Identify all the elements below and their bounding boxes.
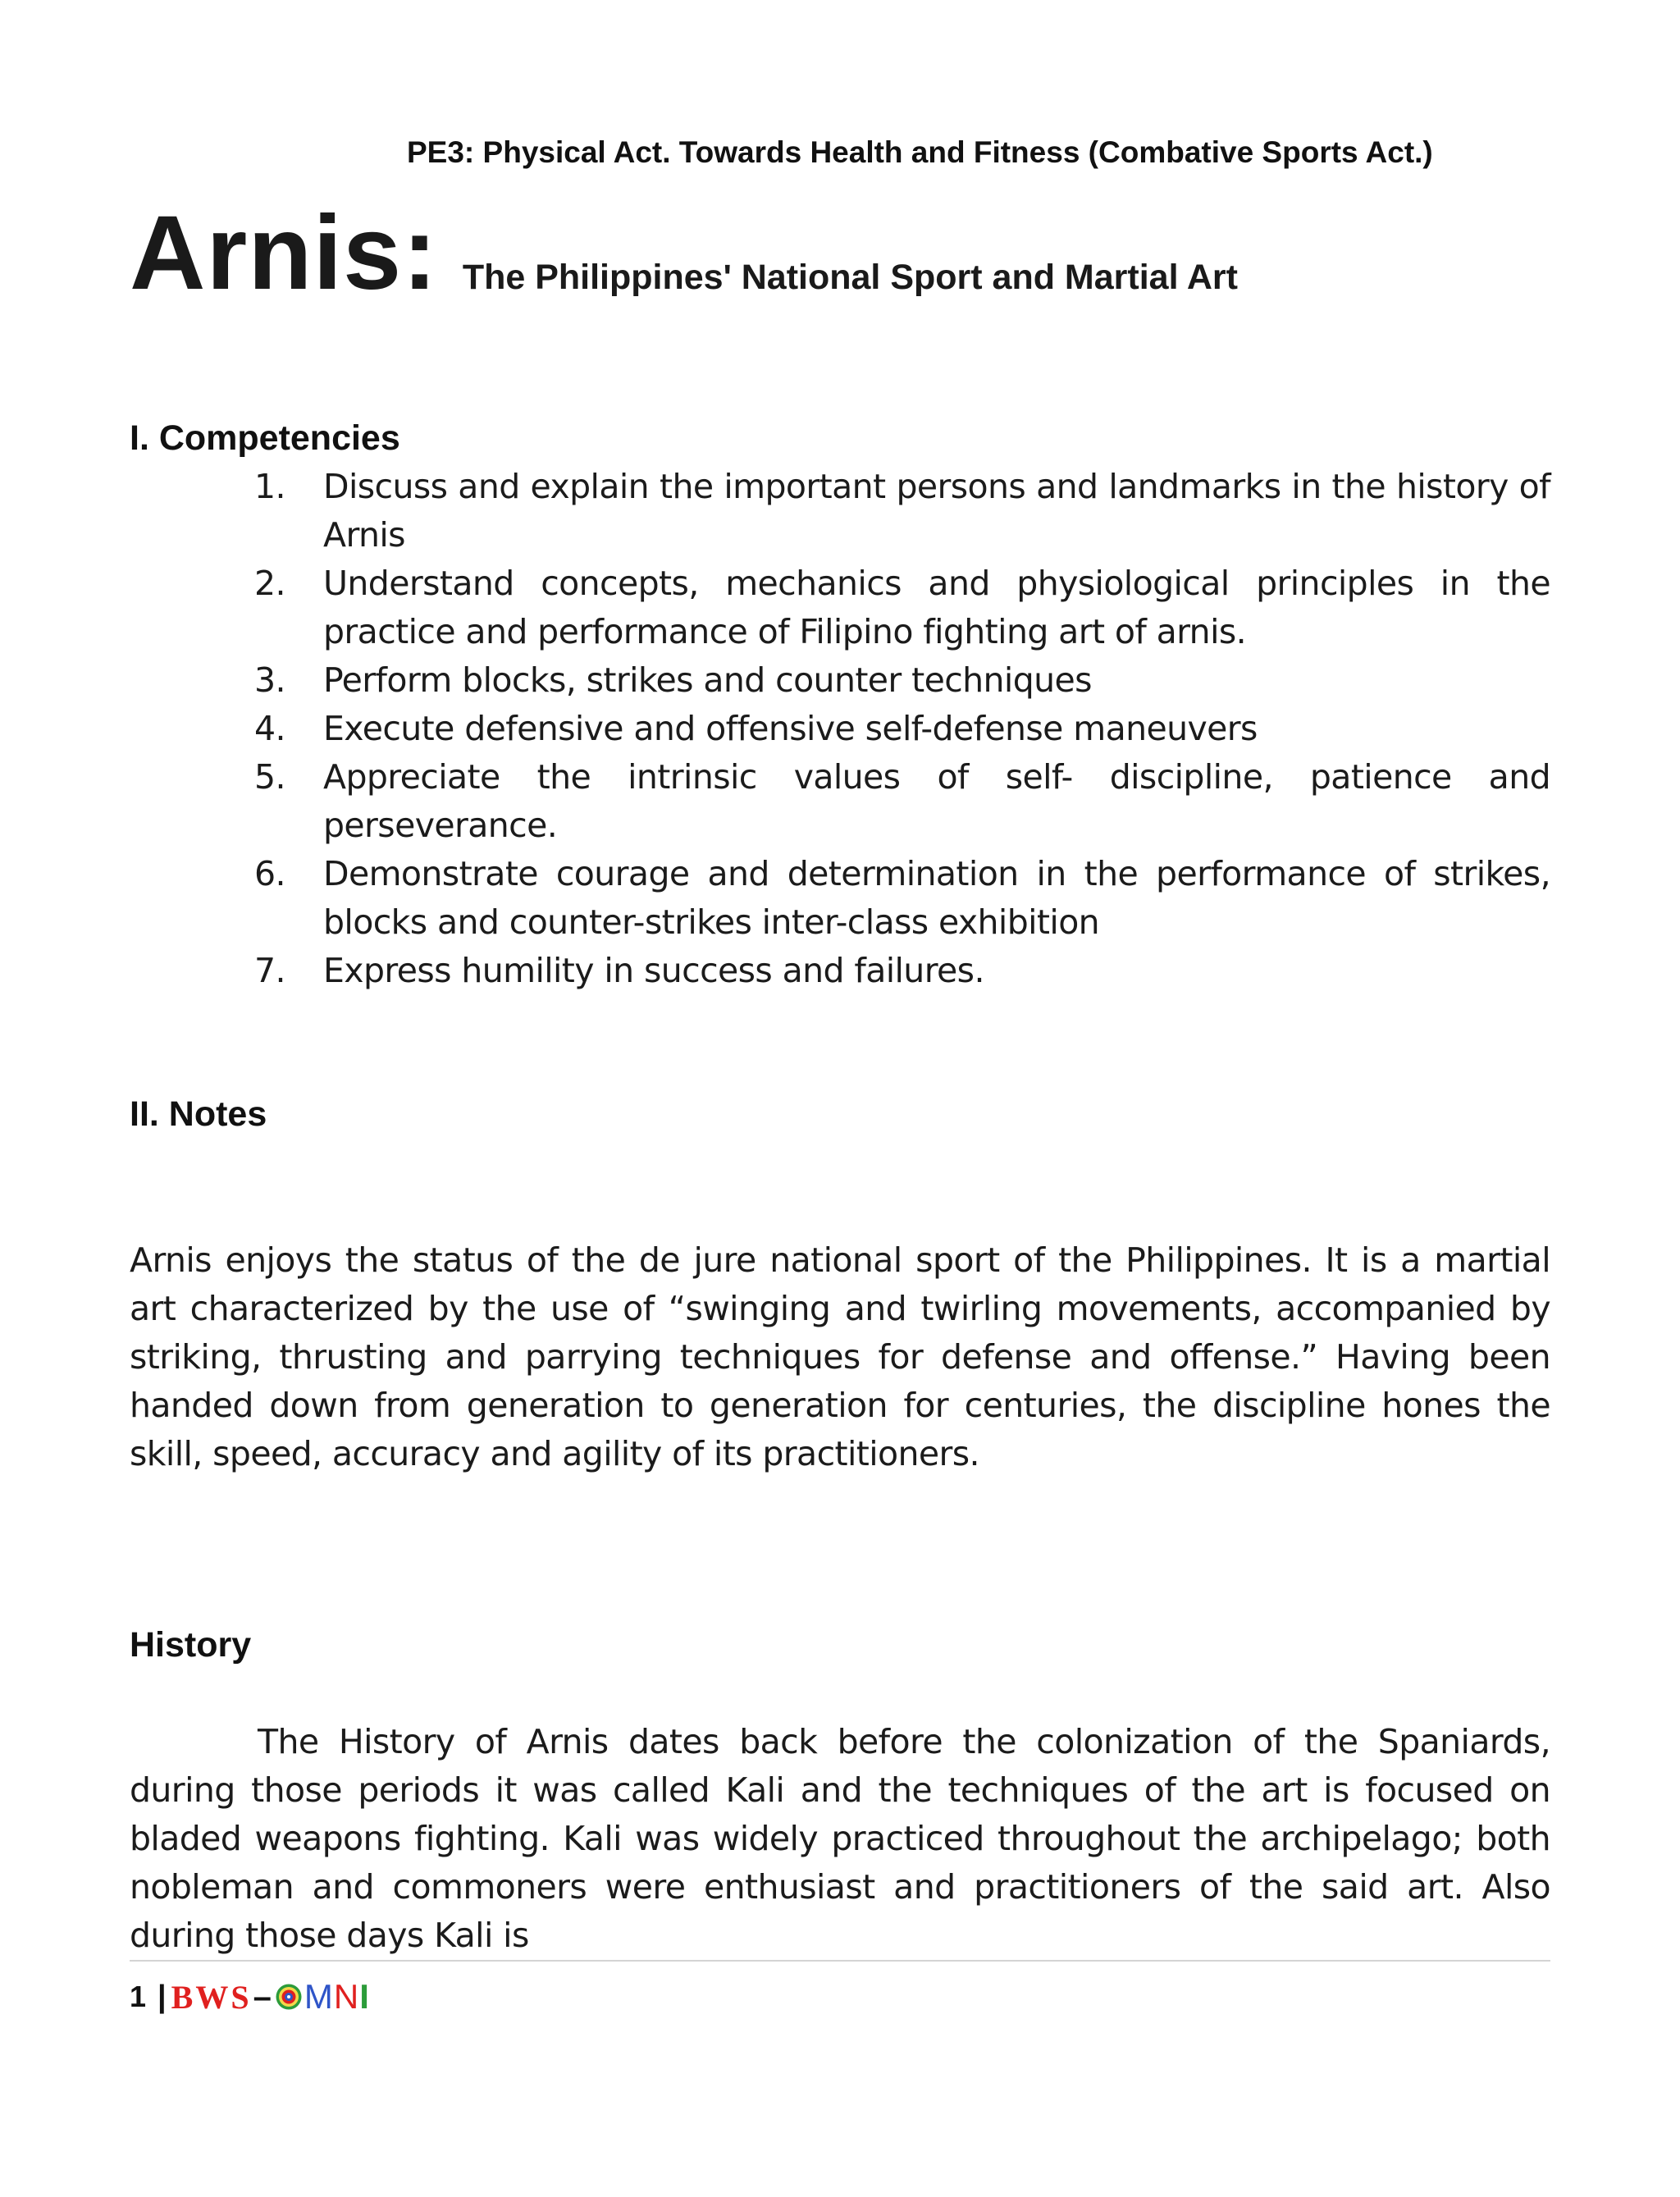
page-number: 1 (130, 1980, 147, 2013)
list-item (254, 463, 1550, 560)
list-item-text: Appreciate the intrinsic values of self- discipline, patience and perseverance. (323, 757, 1550, 845)
list-item-text: Understand concepts, mechanics and physiological principles in the practice and performance of Filipino fighting art of arnis. (323, 564, 1550, 651)
list-item (254, 753, 1550, 850)
logo-letter-i: I (359, 1977, 370, 2016)
list-item-number: 1. (254, 467, 285, 506)
page-footer (130, 1972, 370, 2021)
history-heading: History (130, 1625, 252, 1665)
footer-separator: | (158, 1979, 167, 2014)
list-item-text: Execute defensive and offensive self-defense maneuvers (323, 709, 1258, 748)
list-item-number: 6. (254, 854, 285, 893)
document-title: Arnis: (130, 194, 438, 312)
title-row (130, 192, 1557, 315)
list-item-number: 2. (254, 564, 285, 603)
history-paragraph: The History of Arnis dates back before the colonization of the Spaniards, during those periods it was called Kali and the techniques of the art is focused on bladed weapons fighting. Kali was widely practiced throughout the archipelago; both nobleman and commoners were enthusiast and practitioners of the said art. Also during those days Kali is (130, 1722, 1550, 1955)
list-item (254, 705, 1550, 753)
logo-letter-n: N (333, 1977, 360, 2016)
logo-letter-m: M (304, 1977, 334, 2016)
course-header: PE3: Physical Act. Towards Health and Fitness (Combative Sports Act.) (407, 135, 1433, 169)
list-item-text: Demonstrate courage and determination in the performance of strikes, blocks and counter-strikes inter-class exhibition (323, 854, 1550, 942)
footer-divider (130, 1960, 1550, 1962)
notes-heading: II. Notes (130, 1094, 267, 1134)
notes-paragraph: Arnis enjoys the status of the de jure national sport of the Philippines. It is a martial art characterized by the use of “swinging and twirling movements, accompanied by striking, thrusting and parrying techniques for defense and offense.” Having been handed down from generation to generation for centuries, the discipline hones the skill, speed, accuracy and agility of its practitioners. (130, 1240, 1550, 1473)
logo-mni-text (304, 1977, 370, 2017)
list-item-number: 4. (254, 709, 285, 748)
list-item-text: Perform blocks, strikes and counter techniques (323, 660, 1092, 700)
list-item-text: Discuss and explain the important persons and landmarks in the history of Arnis (323, 467, 1550, 555)
list-item (254, 947, 1550, 995)
competencies-heading: I. Competencies (130, 418, 400, 458)
logo-bws-text: BWS (171, 1978, 252, 2016)
list-item-number: 5. (254, 757, 285, 797)
list-item-number: 7. (254, 951, 285, 990)
logo-dash: – (253, 1978, 272, 2015)
list-item-number: 3. (254, 660, 285, 700)
list-item (254, 850, 1550, 947)
seal-icon (275, 1983, 303, 2011)
list-item (254, 656, 1550, 705)
competencies-list (254, 463, 1550, 995)
list-item-text: Express humility in success and failures. (323, 951, 984, 990)
list-item (254, 560, 1550, 656)
document-subtitle: The Philippines' National Sport and Martial Art (462, 258, 1238, 297)
bws-omni-logo (171, 1972, 370, 2021)
